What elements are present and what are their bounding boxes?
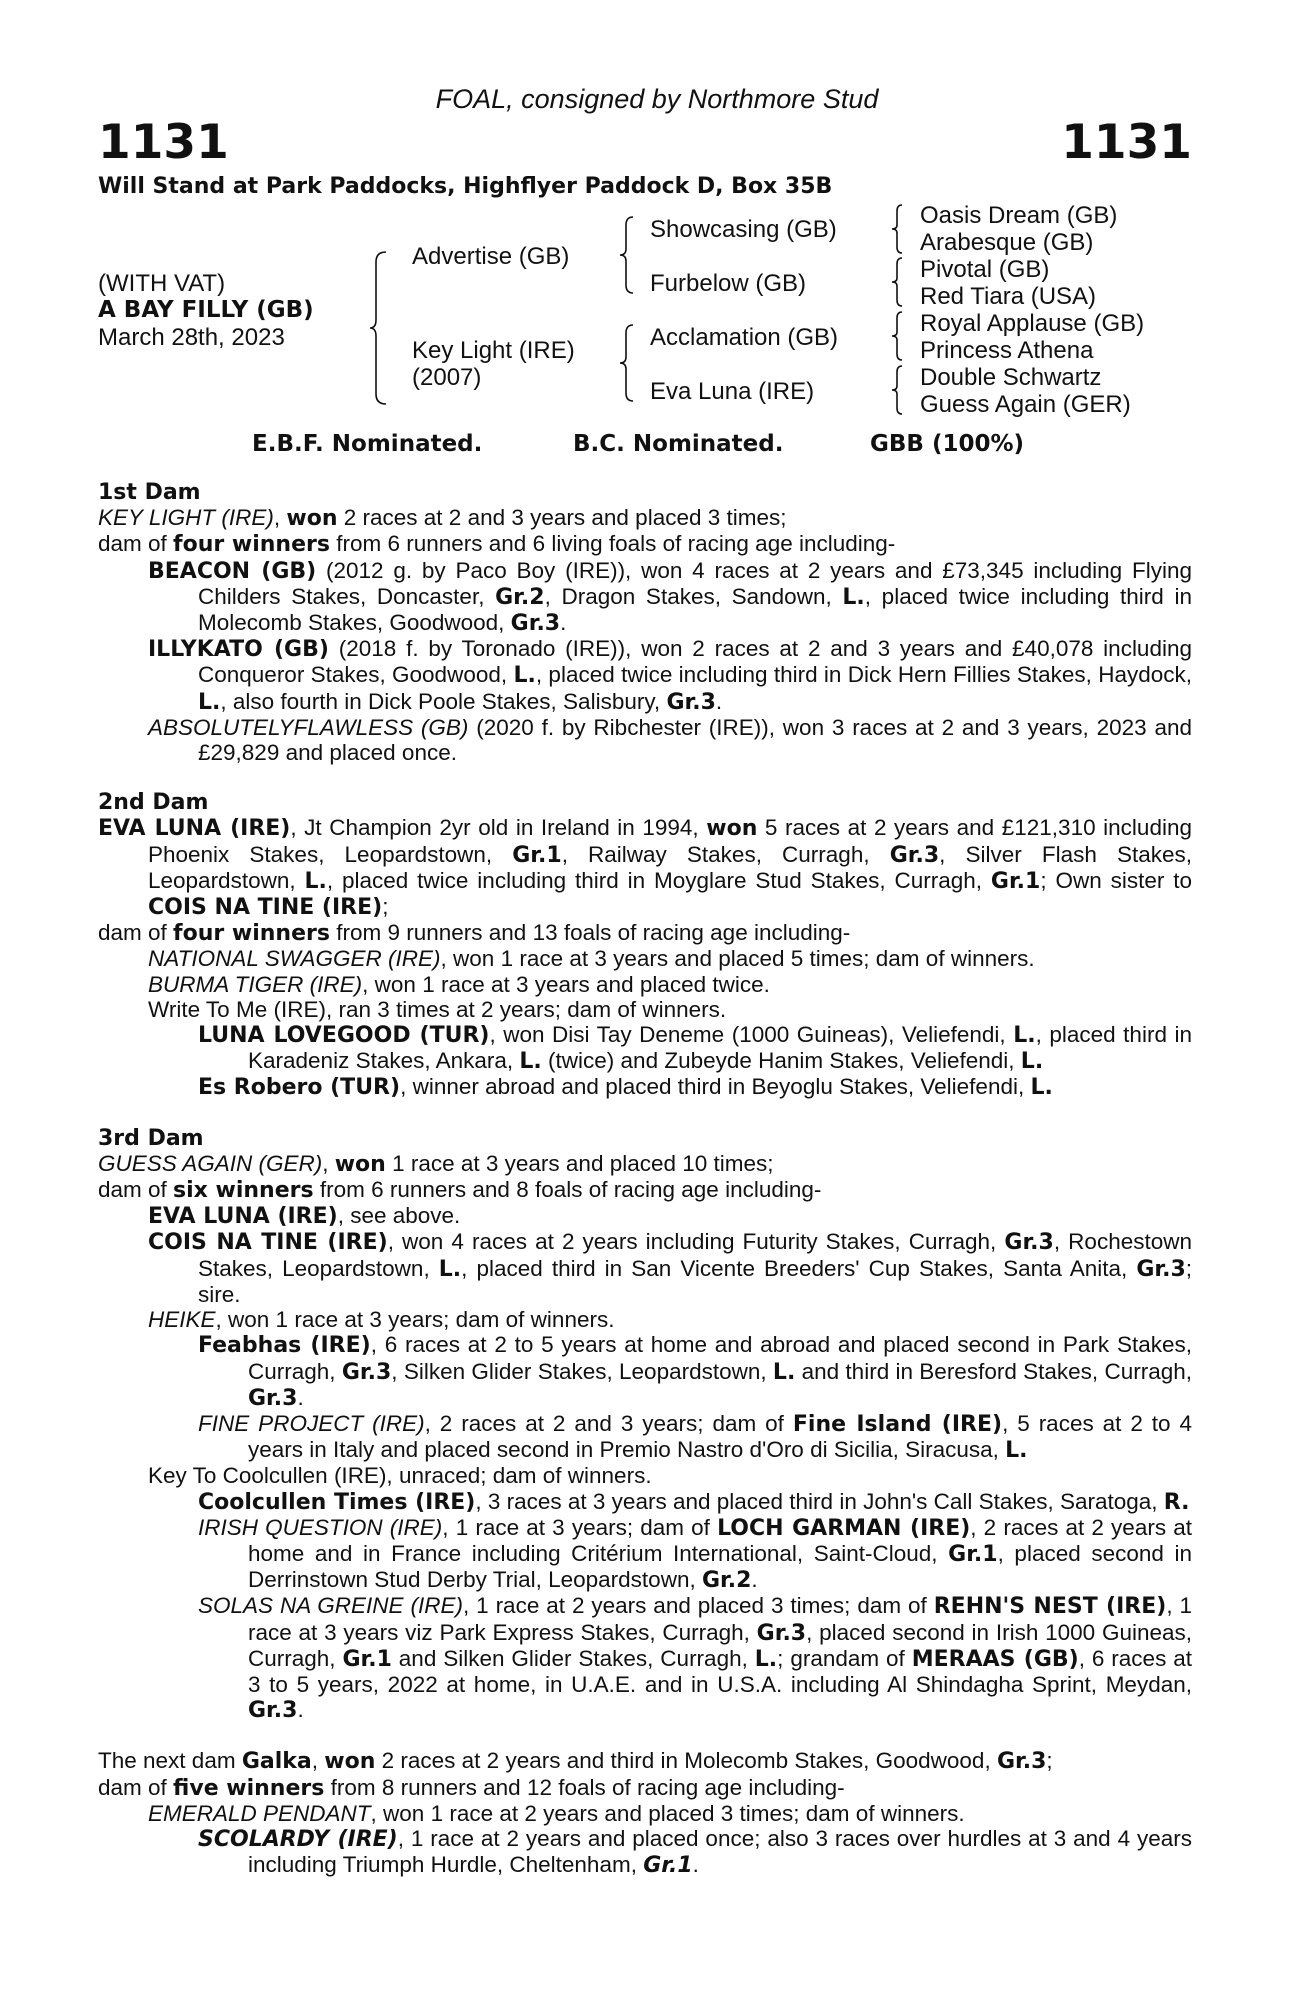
- vat-note: (WITH VAT): [98, 270, 226, 297]
- horse-name-italic: KEY LIGHT (IRE): [98, 505, 274, 531]
- text-run: , won Disi Tay Deneme (1000 Guineas), Veliefendi,: [489, 1022, 1014, 1048]
- text-run: , Jt Champion 2yr old in Ireland in 1994,: [290, 815, 707, 841]
- text-run: and third in Beresford Stakes, Curragh,: [795, 1358, 1192, 1384]
- bold-run: L.: [1030, 1075, 1053, 1101]
- text-run: from 6 runners and 8 foals of racing age including-: [313, 1177, 822, 1203]
- bold-run: Gr.3: [341, 1359, 392, 1385]
- bold-run: four winners: [173, 921, 330, 947]
- bold-run: six winners: [173, 1178, 314, 1204]
- text-run: .: [560, 610, 567, 636]
- pedigree-entry: [98, 1229, 1192, 1307]
- bold-run: Gr.3: [996, 1749, 1047, 1775]
- bold-run: L.: [198, 689, 221, 715]
- bold-run: Gr.3: [248, 1698, 298, 1724]
- text-run: ;: [382, 894, 389, 920]
- family-notes: [98, 480, 1192, 1878]
- bold-run: Gr.3: [1136, 1256, 1186, 1282]
- brace-lot: [368, 248, 390, 408]
- text-run: , placed twice including third in Dick Hern Fillies Stakes, Haydock,: [535, 662, 1192, 688]
- bold-run: L.: [438, 1256, 462, 1282]
- bold-run: COIS NA TINE (IRE): [148, 895, 383, 921]
- bold-run: Gr.1: [342, 1646, 392, 1672]
- text-run: ; sire.: [198, 1255, 1193, 1307]
- ggp-6: Princess Athena: [920, 337, 1094, 364]
- text-run: , 3 races at 3 years and placed third in John's Call Stakes, Saratoga,: [475, 1488, 1164, 1514]
- pedigree-line: [98, 946, 1192, 971]
- pedigree-entry: [98, 558, 1192, 637]
- bold-run: L.: [842, 584, 865, 610]
- pedigree-line: [98, 505, 1192, 531]
- pedigree-entry: [98, 1826, 1192, 1878]
- text-run: , see above.: [337, 1203, 461, 1229]
- bold-run: Gr.3: [510, 611, 561, 637]
- bold-run: BEACON (GB): [148, 558, 317, 584]
- sire-name: Advertise (GB): [412, 243, 570, 270]
- pedigree-line: [98, 531, 1192, 557]
- text-run: , placed twice including third in Molecomb Stakes, Goodwood,: [198, 583, 1192, 636]
- pedigree-line: [98, 1203, 1192, 1229]
- text-run: 2 races at 2 years and third in Molecomb Stakes, Goodwood,: [375, 1748, 997, 1774]
- text-run: from 6 runners and 6 living foals of racing age including-: [329, 531, 896, 557]
- text-run: 2 races at 2 and 3 years and placed 3 times;: [337, 505, 787, 531]
- text-run: , placed second in Irish 1000 Guineas, Curragh,: [248, 1619, 1192, 1671]
- bold-run: Es Robero (TUR): [198, 1075, 401, 1101]
- bold-run: won: [706, 816, 758, 842]
- bold-run: Gr.2: [495, 584, 545, 610]
- nomination-ebf: E.B.F. Nominated.: [252, 431, 483, 457]
- pedigree-line: [98, 1151, 1192, 1177]
- lot-name: A BAY FILLY (GB): [98, 297, 314, 323]
- bold-run: REHN'S NEST (IRE): [933, 1594, 1167, 1620]
- pedigree-line: [98, 997, 1192, 1022]
- bold-run: LUNA LOVEGOOD (TUR): [198, 1023, 490, 1049]
- text-run: , 5 races at 2 to 4 years in Italy and placed second in Premio Nastro d'Oro di Sicilia, Siracusa,: [248, 1410, 1192, 1463]
- bold-run: EVA LUNA (IRE): [148, 1204, 338, 1230]
- bold-run: ILLYKATO (GB): [148, 637, 329, 663]
- text-run: .: [297, 1384, 304, 1410]
- bold-run: won: [334, 1151, 386, 1177]
- text-run: , 1 race at 2 years and placed 3 times; dam of: [462, 1593, 934, 1619]
- bold-run: Gr.3: [889, 842, 940, 868]
- horse-name-italic: GUESS AGAIN (GER): [98, 1150, 323, 1176]
- text-run: , won 4 races at 2 years including Futurity Stakes, Curragh,: [387, 1229, 1005, 1255]
- text-run: .: [751, 1567, 758, 1593]
- ggp-8: Guess Again (GER): [920, 391, 1131, 418]
- bold-run: Coolcullen Times (IRE): [198, 1489, 476, 1515]
- nomination-bc: B.C. Nominated.: [573, 431, 784, 457]
- bold-run: four winners: [173, 532, 330, 558]
- bold-run: Gr.1: [948, 1541, 998, 1567]
- pedigree-entry: [98, 1515, 1192, 1594]
- bold-run: Galka: [241, 1749, 312, 1775]
- bold-run: Gr.2: [701, 1568, 752, 1594]
- text-run: .: [715, 688, 723, 714]
- bold-run: L.: [304, 868, 327, 894]
- bold-run: R.: [1163, 1489, 1190, 1515]
- brace-ggp-3: [890, 309, 904, 363]
- text-run: dam of: [98, 1774, 174, 1800]
- text-run: dam of: [98, 531, 174, 557]
- pedigree-entry: [98, 1489, 1192, 1515]
- pedigree-entry: [98, 1411, 1192, 1463]
- text-run: , 1 race at 2 years and placed once; also 3 races over hurdles at 3 and 4 years including Triumph Hurdle, Cheltenham,: [248, 1825, 1192, 1878]
- bold-run: L.: [519, 1049, 542, 1075]
- bold-run: MERAAS (GB): [911, 1646, 1079, 1672]
- text-run: , won 1 race at 3 years and placed 5 times; dam of winners.: [440, 946, 1035, 972]
- text-run: (twice) and Zubeyde Hanim Stakes, Veliefendi,: [541, 1048, 1021, 1074]
- section-heading: 1st Dam: [98, 480, 201, 505]
- text-run: , 6 races at 2 to 5 years at home and abroad and placed second in Park Stakes, Curragh,: [248, 1332, 1192, 1384]
- brace-dam: [618, 321, 636, 405]
- bold-run: COIS NA TINE (IRE): [148, 1230, 388, 1256]
- text-run: ,: [273, 505, 287, 531]
- ggp-7: Double Schwartz: [920, 364, 1102, 391]
- bold-run: five winners: [173, 1775, 325, 1801]
- pedigree-entry: [98, 1022, 1192, 1074]
- pedigree-entry: [98, 1332, 1192, 1411]
- text-run: The next dam: [98, 1748, 242, 1774]
- bold-run: L.: [772, 1359, 796, 1385]
- horse-name-italic: IRISH QUESTION (IRE): [198, 1514, 443, 1540]
- bold-run: Gr.3: [756, 1620, 807, 1646]
- sire-dam: Furbelow (GB): [650, 270, 807, 297]
- text-run: , won 1 race at 3 years; dam of winners.: [215, 1307, 615, 1333]
- bold-run: EVA LUNA (IRE): [98, 816, 291, 842]
- text-run: , placed third in San Vicente Breeders' Cup Stakes, Santa Anita,: [461, 1255, 1137, 1281]
- text-run: , 1 race at 3 years; dam of: [442, 1514, 718, 1540]
- pedigree-entry: [98, 715, 1192, 765]
- brace-ggp-2: [890, 255, 904, 309]
- bold-run: won: [324, 1749, 376, 1775]
- section-heading: 2nd Dam: [98, 790, 209, 816]
- text-run: dam of: [98, 1177, 174, 1203]
- pedigree-line: [98, 1748, 1192, 1774]
- text-run: ; grandam of: [777, 1645, 912, 1671]
- dam-dam: Eva Luna (IRE): [650, 378, 815, 405]
- text-run: ,: [322, 1150, 335, 1176]
- bold-run: L.: [754, 1646, 778, 1672]
- brace-ggp-4: [890, 363, 904, 417]
- pedigree-line: [98, 1074, 1192, 1100]
- text-run: , also fourth in Dick Poole Stakes, Salisbury,: [220, 688, 667, 714]
- bold-run: L.: [513, 663, 536, 689]
- pedigree-line: [98, 972, 1192, 997]
- stand-location: Will Stand at Park Paddocks, Highflyer Paddock D, Box 35B: [98, 174, 833, 199]
- text-run: and Silken Glider Stakes, Curragh,: [391, 1645, 755, 1671]
- bold-run: Gr.3: [666, 689, 716, 715]
- bold-run: Gr.1: [512, 842, 562, 868]
- bold-run: Feabhas (IRE): [198, 1333, 371, 1359]
- dam-sire: Acclamation (GB): [650, 324, 839, 351]
- text-run: ; Own sister to: [1040, 867, 1192, 893]
- bold-run: Gr.3: [248, 1385, 298, 1411]
- text-run: 1 race at 3 years and placed 10 times;: [385, 1150, 774, 1176]
- text-run: , Dragon Stakes, Sandown,: [544, 583, 843, 609]
- foaling-date: March 28th, 2023: [98, 324, 285, 351]
- text-run: .: [297, 1697, 304, 1723]
- ggp-3: Pivotal (GB): [920, 256, 1050, 283]
- pedigree-entry: [98, 1593, 1192, 1723]
- bold-run: L.: [1020, 1049, 1044, 1075]
- text-run: , placed twice including third in Moyglare Stud Stakes, Curragh,: [326, 867, 991, 893]
- bold-run: Fine Island (IRE): [792, 1411, 1003, 1437]
- pedigree-line: [98, 1307, 1192, 1332]
- text-run: , 2 races at 2 years at home and in France including Critérium International, Saint-Cloud,: [248, 1514, 1192, 1566]
- pedigree-line: [98, 1463, 1192, 1488]
- horse-name-italic: SOLAS NA GREINE (IRE): [198, 1593, 463, 1619]
- dam-year: (2007): [412, 364, 482, 391]
- text-run: from 8 runners and 12 foals of racing age including-: [324, 1774, 845, 1800]
- text-run: , Rochestown Stakes, Leopardstown,: [198, 1229, 1192, 1281]
- text-run: , 2 races at 2 and 3 years; dam of: [424, 1410, 793, 1436]
- bold-run: L.: [1013, 1023, 1036, 1049]
- text-run: .: [692, 1852, 699, 1878]
- brace-ggp-1: [890, 202, 904, 256]
- bold-run: L.: [1005, 1438, 1028, 1464]
- text-run: from 9 runners and 13 foals of racing age including-: [329, 920, 851, 946]
- text-run: , winner abroad and placed third in Beyoglu Stakes, Veliefendi,: [400, 1074, 1031, 1100]
- section-gap: [98, 1723, 1192, 1748]
- text-run: 5 races at 2 years and £121,310 including Phoenix Stakes, Leopardstown,: [148, 815, 1192, 867]
- text-run: (2012 g. by Paco Boy (IRE)), won 4 races at 2 years and £73,345 including Flying Childers Stakes, Doncaster,: [198, 557, 1192, 609]
- horse-name-italic: FINE PROJECT (IRE): [198, 1410, 425, 1436]
- horse-name-italic: NATIONAL SWAGGER (IRE): [148, 946, 441, 972]
- horse-name-italic: EMERALD PENDANT: [148, 1800, 371, 1826]
- section-heading: 3rd Dam: [98, 1125, 204, 1151]
- brace-sire: [618, 213, 636, 297]
- text-run: , placed second in Derrinstown Stud Derby Trial, Leopardstown,: [248, 1540, 1192, 1593]
- ggp-1: Oasis Dream (GB): [920, 202, 1118, 229]
- nomination-gbb: GBB (100%): [870, 431, 1025, 457]
- horse-name-italic: HEIKE: [148, 1307, 216, 1333]
- pedigree-entry: [98, 636, 1192, 715]
- text-run: , won 1 race at 3 years and placed twice.: [362, 971, 770, 997]
- horse-name-italic: BURMA TIGER (IRE): [148, 971, 363, 997]
- pedigree-line: [98, 1801, 1192, 1826]
- text-run: Write To Me (IRE), ran 3 times at 2 years; dam of winners.: [148, 996, 727, 1022]
- pedigree-line: [98, 920, 1192, 946]
- bold-run: won: [286, 506, 338, 532]
- pedigree-entry: [98, 815, 1192, 920]
- text-run: (2020 f. by Ribchester (IRE)), won 3 races at 2 and 3 years, 2023 and £29,829 and placed once.: [198, 714, 1192, 766]
- section-gap: [98, 1101, 1192, 1126]
- lot-number-left: 1131: [98, 115, 229, 170]
- dam-name: Key Light (IRE): [412, 337, 575, 364]
- bold-run: Gr.1: [643, 1853, 693, 1879]
- sire-sire: Showcasing (GB): [650, 216, 837, 243]
- pedigree-line: [98, 1775, 1192, 1801]
- ggp-2: Arabesque (GB): [920, 229, 1094, 256]
- text-run: , Silken Glider Stakes, Leopardstown,: [391, 1358, 773, 1384]
- text-run: , Railway Stakes, Curragh,: [561, 841, 890, 867]
- horse-name-italic: ABSOLUTELYFLAWLESS (GB): [148, 714, 469, 740]
- consignor-line: FOAL, consigned by Northmore Stud: [435, 84, 879, 114]
- text-run: , 1 race at 3 years viz Park Express Stakes, Curragh,: [248, 1593, 1192, 1645]
- bold-run: Gr.3: [1004, 1230, 1054, 1256]
- text-run: ,: [311, 1748, 325, 1774]
- text-run: (2018 f. by Toronado (IRE)), won 2 races at 2 and 3 years and £40,078 including Conqueror Stakes, Goodwood,: [198, 636, 1192, 688]
- section-gap: [98, 765, 1192, 790]
- lot-number-right: 1131: [1061, 115, 1192, 170]
- text-run: Key To Coolcullen (IRE), unraced; dam of winners.: [148, 1463, 652, 1489]
- pedigree-line: [98, 1177, 1192, 1203]
- text-run: , won 1 race at 2 years and placed 3 times; dam of winners.: [370, 1800, 965, 1826]
- text-run: , 6 races at 3 to 5 years, 2022 at home, in U.A.E. and in U.S.A. including Al Shindagha Sprint, Meydan,: [248, 1645, 1192, 1697]
- text-run: , Silver Flash Stakes, Leopardstown,: [148, 841, 1192, 893]
- bold-run: SCOLARDY (IRE): [198, 1826, 398, 1852]
- ggp-4: Red Tiara (USA): [920, 283, 1097, 310]
- bold-run: LOCH GARMAN (IRE): [717, 1515, 971, 1541]
- text-run: dam of: [98, 920, 174, 946]
- ggp-5: Royal Applause (GB): [920, 310, 1145, 337]
- text-run: , placed third in Karadeniz Stakes, Ankara,: [248, 1022, 1192, 1074]
- text-run: ;: [1046, 1748, 1053, 1774]
- bold-run: Gr.1: [990, 868, 1041, 894]
